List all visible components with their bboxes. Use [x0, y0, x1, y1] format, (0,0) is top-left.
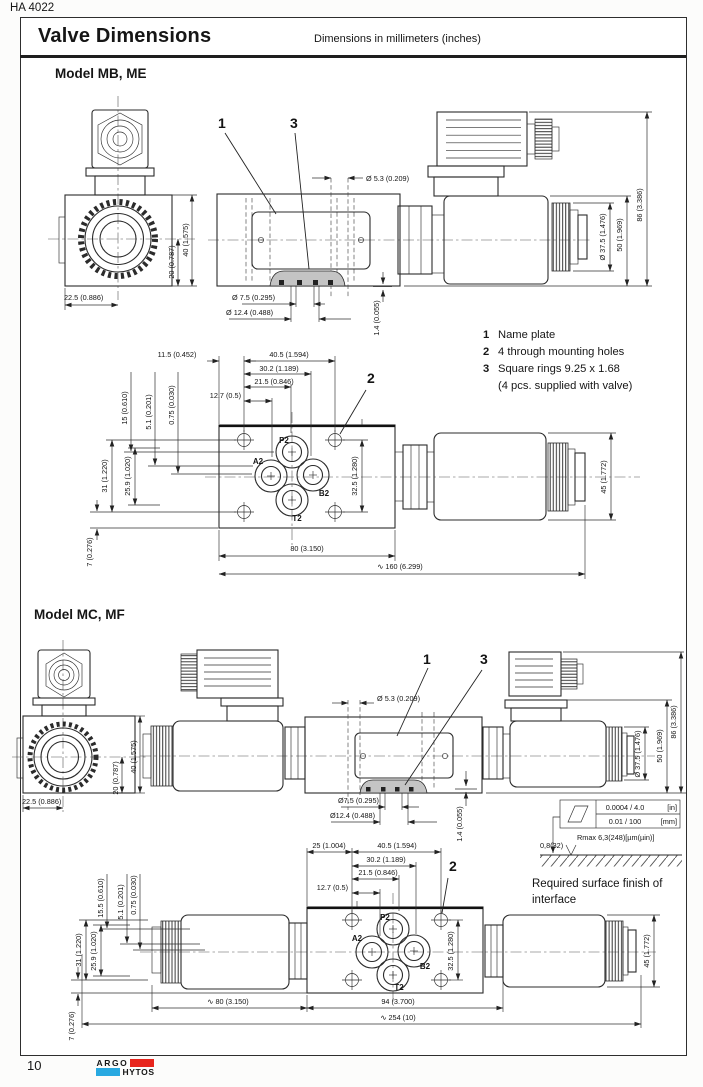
callout-3-mc: 3	[480, 651, 488, 667]
legend-text-1: Name plate	[498, 329, 556, 341]
dim-mb-d115: 11.5 (0.452)	[157, 350, 197, 359]
dim-mc-d375: Ø 37.5 (1.476)	[633, 730, 642, 778]
logo-blue-box	[96, 1068, 120, 1076]
legend-num-1: 1	[483, 329, 490, 341]
flatness-unit-in: [in]	[667, 803, 677, 812]
dim-mc-d14: 1.4 (0.055)	[455, 806, 464, 842]
dim-mc-d7: 7 (0.276)	[67, 1011, 76, 1041]
mb-side-view	[208, 112, 652, 336]
mb-bottom-view	[85, 350, 640, 579]
knurled-nut-right	[606, 727, 622, 781]
dim-mc-d53: Ø 5.3 (0.209)	[377, 694, 420, 703]
solenoid-right	[503, 915, 605, 987]
connector-plug-left	[197, 650, 278, 698]
dim-mb-d127: 12.7 (0.5)	[209, 391, 241, 400]
logo-hytos-text: HYTOS	[122, 1066, 155, 1077]
dim-mb-d86: 86 (3.386)	[635, 188, 644, 222]
dim-mc-d127: 12.7 (0.5)	[316, 883, 348, 892]
port-label-t2: T2	[394, 983, 404, 992]
flatness-icon	[568, 806, 588, 822]
dim-mb-end-225: 22.5 (0.886)	[64, 293, 104, 302]
dim-mb-d50: 50 (1.969)	[615, 218, 624, 252]
port-label-a2: A2	[252, 457, 264, 466]
rmax-label: Rmax 6,3(248)[µm(µin)]	[577, 833, 655, 842]
argo-hytos-logo	[96, 1058, 154, 1076]
cable-gland-left	[181, 654, 197, 691]
dim-mb-d45: 45 (1.772)	[599, 460, 608, 494]
mb-me-bottom-drawing	[20, 345, 688, 600]
dim-mb-d31: 31 (1.220)	[100, 459, 109, 493]
dim-mb-end-20: 20 (0.787)	[167, 245, 176, 279]
port-label-b2: B2	[318, 489, 330, 498]
dim-mb-d75: Ø 7.5 (0.295)	[232, 293, 275, 302]
cable-gland	[535, 119, 552, 159]
dim-mb-end-40: 40 (1.575)	[181, 223, 190, 257]
logo-red-box	[130, 1059, 154, 1067]
dim-mb-d15: 15 (0.610)	[120, 391, 129, 425]
knurled-nut	[548, 443, 568, 511]
mb-me-upper-drawing	[20, 90, 688, 348]
knurled-nut-left	[151, 726, 173, 786]
mc-mf-bottom-drawing	[20, 822, 688, 1055]
dim-mb-d124: Ø 12.4 (0.488)	[226, 308, 274, 317]
cable-gland-right	[561, 659, 577, 689]
dim-mb-d302: 30.2 (1.189)	[259, 364, 299, 373]
port-label-t2: T2	[292, 514, 302, 523]
callout-2-mb: 2	[367, 370, 375, 386]
flatness-mm: 0.01 / 100	[608, 817, 642, 826]
callout-2-mc: 2	[449, 858, 457, 874]
dim-mb-d7: 7 (0.276)	[85, 537, 94, 567]
dim-mc-d86: 86 (3.386)	[669, 705, 678, 739]
legend-text-3b: (4 pcs. supplied with valve)	[498, 380, 633, 392]
roughness-label: 0,8(32)	[540, 841, 564, 850]
dim-mc-d50: 50 (1.969)	[655, 729, 664, 763]
port-b2	[297, 459, 329, 491]
dim-mc-end-40: 40 (1.575)	[129, 740, 138, 774]
callout-1-mc: 1	[423, 651, 431, 667]
mc-side-view	[140, 650, 686, 842]
legend-num-3: 3	[483, 363, 490, 375]
dim-mc-d075: 0.75 (0.030)	[129, 875, 138, 915]
dim-mb-d405: 40.5 (1.594)	[269, 350, 309, 359]
dim-mc-d155: 15.5 (0.610)	[96, 878, 105, 918]
mounting-holes	[342, 910, 451, 990]
surface-caption-1: Required surface finish of	[532, 878, 663, 890]
knurled-nut-right	[605, 921, 623, 981]
dim-mb-d325: 32.5 (1.280)	[350, 456, 359, 496]
dim-mc-d215: 21.5 (0.846)	[358, 868, 398, 877]
dim-mc-d75: Ø7.5 (0.295)	[338, 796, 379, 805]
connector-plug-right	[509, 652, 561, 696]
dim-mb-d51: 5.1 (0.201)	[144, 394, 153, 430]
mc-bottom-view	[67, 841, 660, 1041]
valve-plate	[219, 425, 395, 528]
solenoid-body	[434, 433, 546, 520]
title-rule	[20, 55, 686, 58]
legend-text-2: 4 through mounting holes	[498, 346, 625, 358]
dim-mc-d302: 30.2 (1.189)	[366, 855, 406, 864]
dim-mc-d254: ∿ 254 (10)	[380, 1013, 416, 1022]
knurled-nut	[552, 203, 570, 271]
flatness-unit-mm: [mm]	[660, 817, 677, 826]
doc-code: HA 4022	[10, 2, 55, 14]
dim-mc-d25: 25 (1.004)	[312, 841, 346, 850]
dim-mb-d160: ∿ 160 (6.299)	[377, 562, 423, 571]
dim-mb-d53: Ø 5.3 (0.209)	[366, 174, 409, 183]
page-title: Valve Dimensions	[38, 25, 212, 47]
dim-mc-end-20: 20 (0.787)	[111, 761, 120, 795]
dim-mc-d51: 5.1 (0.201)	[116, 884, 125, 920]
dim-mc-d80: ∿ 80 (3.150)	[207, 997, 249, 1006]
callout-1-mb: 1	[218, 115, 226, 131]
heading-model-mc-mf: Model MC, MF	[34, 607, 125, 622]
dim-mc-d325: 32.5 (1.280)	[446, 931, 455, 971]
dim-mc-d405: 40.5 (1.594)	[377, 841, 417, 850]
logo-argo-text: ARGO	[96, 1057, 129, 1068]
dim-mc-d31: 31 (1.220)	[74, 933, 83, 967]
dim-mb-d215: 21.5 (0.846)	[254, 377, 294, 386]
name-plate	[355, 733, 453, 778]
mounting-holes	[234, 430, 345, 522]
dim-mc-d124: Ø12.4 (0.488)	[330, 811, 376, 820]
mb-end-view	[48, 96, 197, 310]
footer	[27, 1058, 155, 1076]
port-label-p2: P2	[380, 913, 390, 922]
page-number: 10	[27, 1058, 42, 1073]
solenoid-right	[510, 721, 606, 787]
port-label-b2: B2	[419, 962, 431, 971]
legend-text-3: Square rings 9.25 x 1.68	[498, 363, 620, 375]
heading-model-mb-me: Model MB, ME	[55, 66, 147, 81]
mc-end-view	[12, 640, 148, 812]
dim-mb-d14: 1.4 (0.055)	[372, 300, 381, 336]
knurled-nut-left	[161, 921, 181, 983]
port-label-p2: P2	[279, 436, 289, 445]
page-subtitle: Dimensions in millimeters (inches)	[314, 33, 481, 45]
port-label-a2: A2	[351, 934, 363, 943]
dim-mc-end-225: 22.5 (0.886)	[22, 797, 62, 806]
surface-caption-2: interface	[532, 894, 577, 906]
dim-mc-d45: 45 (1.772)	[642, 934, 651, 968]
legend-num-2: 2	[483, 346, 490, 358]
dim-mb-d259: 25.9 (1.020)	[123, 456, 132, 496]
flatness-in: 0.0004 / 4.0	[605, 803, 645, 812]
dim-mb-d375: Ø 37.5 (1.476)	[598, 213, 607, 261]
dim-mc-d259: 25.9 (1.020)	[89, 931, 98, 971]
dim-mc-d94: 94 (3.700)	[381, 997, 415, 1006]
callout-3-mb: 3	[290, 115, 298, 131]
dim-mb-d80: 80 (3.150)	[290, 544, 324, 553]
dim-mb-d075: 0.75 (0.030)	[167, 385, 176, 425]
